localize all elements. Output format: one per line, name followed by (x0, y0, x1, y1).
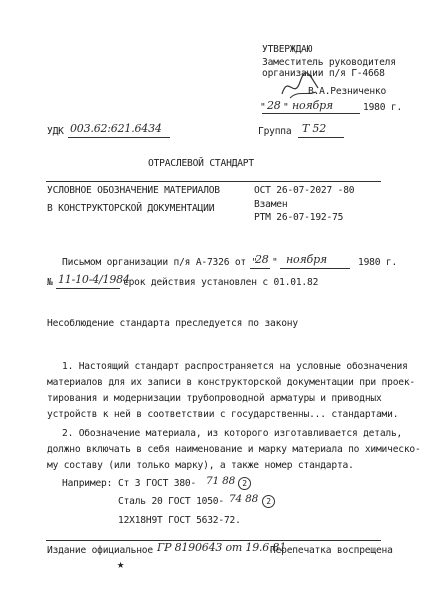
approval-signer: В.А.Резниченко (308, 86, 387, 97)
letter-text: Письмом организации п/я А-7326 от " (62, 257, 258, 268)
example-1: Ст 3 ГОСТ 380- (118, 478, 197, 489)
group-value: Т 52 (302, 122, 327, 135)
paragraph-2-line-2: должно включать в себя наименование и марку материала по химическо- (47, 444, 421, 455)
letter-day: 28 (255, 253, 269, 266)
title-top-rule (46, 181, 381, 182)
replaces-label: Взамен (254, 199, 288, 210)
group-label: Группа (258, 126, 292, 137)
paragraph-1-line-1: 1. Настоящий стандарт распространяется на условные обозначения (62, 361, 408, 372)
letter-validity: срок действия установлен с 01.01.82 (123, 277, 319, 288)
letter-day-underline (250, 268, 270, 269)
approval-line-2: организации п/я Г-4668 (262, 68, 385, 79)
example-3: 12Х18Н9Т ГОСТ 5632-72. (118, 515, 241, 526)
title-line-1: УСЛОВНОЕ ОБОЗНАЧЕНИЕ МАТЕРИАЛОВ (47, 185, 220, 196)
paragraph-1-line-4: устройств к ней в соответствии с государственны... стандартами. (47, 409, 399, 420)
approval-heading: УТВЕРЖДАЮ (262, 44, 313, 55)
group-underline (298, 137, 344, 138)
udk-value: 003.62:621.6434 (70, 122, 162, 135)
standard-type: ОТРАСЛЕВОЙ СТАНДАРТ (148, 158, 254, 169)
example-2-handwritten: 74 88 (229, 493, 259, 505)
paragraph-1-line-2: материалов для их записи в конструкторской документации при проек- (47, 377, 416, 388)
approval-date-year: 1980 г. (363, 102, 403, 113)
example-label: Например: (62, 478, 113, 489)
udk-underline (68, 137, 170, 138)
approval-date-quote-close: " (283, 102, 289, 113)
letter-number: 11-10-4/1984 (58, 273, 130, 286)
letter-number-underline (56, 288, 120, 289)
example-1-circled-number: 2 (238, 477, 251, 490)
letter-month-underline (280, 268, 350, 269)
footer-reprint-notice: Перепечатка воспрещена (270, 545, 393, 556)
approval-date-underline (262, 113, 360, 114)
example-1-handwritten: 71 88 (206, 475, 236, 487)
letter-number-label: № (47, 277, 53, 288)
letter-month: ноября (286, 253, 327, 266)
star-icon: ★ (117, 557, 125, 571)
approval-date-month: ноября (292, 99, 333, 112)
example-2-circled-number: 2 (262, 495, 275, 508)
letter-year: 1980 г. (358, 257, 398, 268)
approval-date-quote-open: " (260, 102, 266, 113)
paragraph-2-line-3: му составу (или только марку), а также номер стандарта. (47, 460, 354, 471)
standard-code: ОСТ 26-07-2027 -80 (254, 185, 355, 196)
signature-mark (278, 70, 322, 102)
footer-registration: ГР 8190643 от 19.6.81 (157, 541, 287, 554)
approval-line-1: Заместитель руководителя (262, 57, 396, 68)
letter-quote-close: " (272, 257, 278, 268)
legal-notice: Несоблюдение стандарта преследуется по закону (47, 318, 298, 329)
title-line-2: В КОНСТРУКТОРСКОЙ ДОКУМЕНТАЦИИ (47, 203, 215, 214)
approval-date-day: 28 (267, 99, 281, 112)
paragraph-1-line-3: тирования и модернизации трубопроводной арматуры и приводных (47, 393, 382, 404)
replaces-code: РТМ 26-07-192-75 (254, 212, 344, 223)
udk-label: УДК (47, 126, 64, 137)
paragraph-2-line-1: 2. Обозначение материала, из которого изготавливается деталь, (62, 428, 403, 439)
footer-edition: Издание официальное (47, 545, 153, 556)
example-2: Сталь 20 ГОСТ 1050- (118, 496, 224, 507)
